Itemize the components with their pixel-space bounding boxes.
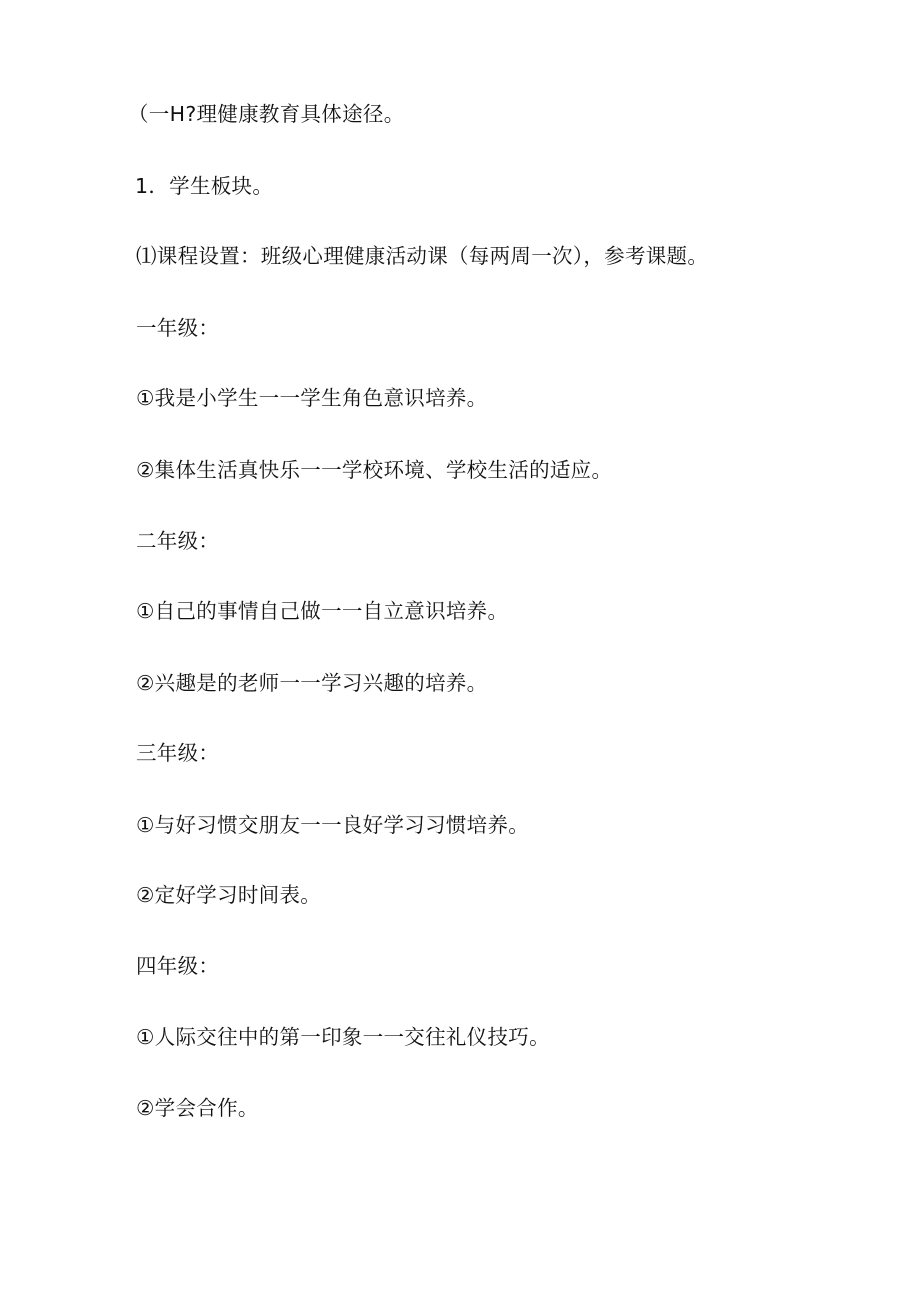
grade-four-item-2: ②学会合作。 xyxy=(136,1096,259,1120)
course-setting-line: ⑴课程设置：班级心理健康活动课（每两周一次），参考课题。 xyxy=(136,244,709,268)
grade-four-item-1: ①人际交往中的第一印象一一交往礼仪技巧。 xyxy=(136,1025,550,1049)
grade-four-label: 四年级： xyxy=(136,954,220,978)
grade-three-item-1: ①与好习惯交朋友一一良好学习习惯培养。 xyxy=(136,813,530,837)
grade-one-item-1: ①我是小学生一一学生角色意识培养。 xyxy=(136,386,488,410)
grade-two-item-1: ①自己的事情自己做一一自立意识培养。 xyxy=(136,599,509,623)
subsection-heading: 1．学生板块。 xyxy=(135,174,274,198)
grade-two-item-2: ②兴趣是的老师一一学习兴趣的培养。 xyxy=(136,671,488,695)
grade-two-label: 二年级： xyxy=(136,529,220,553)
grade-one-label: 一年级： xyxy=(136,316,220,340)
grade-three-item-2: ②定好学习时间表。 xyxy=(136,883,322,907)
grade-one-item-2: ②集体生活真快乐一一学校环境、学校生活的适应。 xyxy=(136,458,613,482)
grade-three-label: 三年级： xyxy=(136,741,220,765)
section-heading: （一H?理健康教育具体途径。 xyxy=(128,102,405,126)
